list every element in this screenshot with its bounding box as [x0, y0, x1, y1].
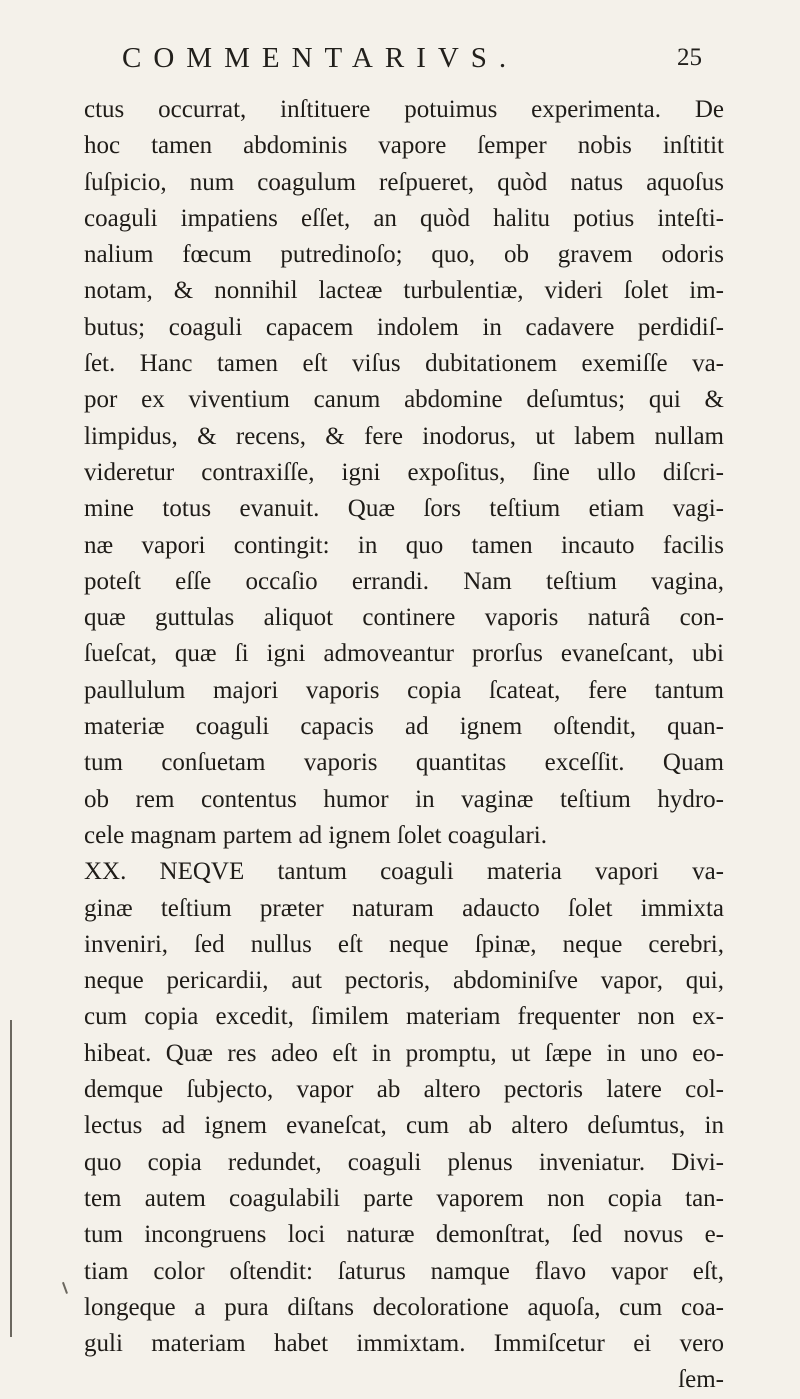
text-line: poteſt eſſe occaſio errandi. Nam teſtium vagina, — [84, 567, 724, 595]
text-line: tiam color oſtendit: ſaturus namque flavo vapor eſt, — [84, 1257, 724, 1285]
text-line: næ vapori contingit: in quo tamen incauto facilis — [84, 531, 724, 559]
text-line: tum conſuetam vaporis quantitas exceſſit. Quam — [84, 749, 724, 777]
page-edge-line — [10, 1020, 12, 1337]
body-text — [84, 92, 724, 1399]
text-line: ſueſcat, quæ ſi igni admoveantur prorſus evaneſcant, ubi — [84, 640, 724, 668]
text-line: demque ſubjecto, vapor ab altero pectoris latere col- — [84, 1076, 724, 1104]
text-line: notam, & nonnihil lacteæ turbulentiæ, videri ſolet im- — [84, 277, 724, 305]
text-line: paullulum majori vaporis copia ſcateat, fere tantum — [84, 676, 724, 704]
running-title: COMMENTARIVS. — [122, 42, 519, 74]
text-line: materiæ coaguli capacis ad ignem oſtendit, quan- — [84, 713, 724, 741]
text-line: videretur contraxiſſe, igni expoſitus, ſine ullo diſcri- — [84, 458, 724, 486]
text-line: quo copia redundet, coaguli plenus inveniatur. Divi- — [84, 1148, 724, 1176]
text-line: longeque a pura diſtans decoloratione aquoſa, cum coa- — [84, 1293, 724, 1321]
text-line: lectus ad ignem evaneſcat, cum ab altero deſumtus, in — [84, 1112, 724, 1140]
text-line: hoc tamen abdominis vapore ſemper nobis inſtitit — [84, 132, 724, 160]
running-head — [122, 36, 702, 80]
text-line: nalium fœcum putredinoſo; quo, ob gravem odoris — [84, 241, 724, 269]
text-line: ctus occurrat, inſtituere potuimus experimenta. De — [84, 96, 724, 123]
text-line: butus; coaguli capacem indolem in cadavere perdidiſ- — [84, 313, 724, 341]
text-line: mine totus evanuit. Quæ ſors teſtium etiam vagi- — [84, 495, 724, 523]
text-line: tum incongruens loci naturæ demonſtrat, ſed novus e- — [84, 1221, 724, 1249]
text-line: coaguli impatiens eſſet, an quòd halitu potius inteſti- — [84, 204, 724, 232]
text-line: hibeat. Quæ res adeo eſt in promptu, ut ſæpe in uno eo- — [84, 1039, 724, 1067]
text-line: XX. NEQVE tantum coaguli materia vapori va- — [84, 858, 724, 886]
text-line: ginæ teſtium præter naturam adaucto ſolet immixta — [84, 894, 724, 922]
text-line: guli materiam habet immixtam. Immiſcetur ei vero — [84, 1330, 724, 1358]
text-line: ob rem contentus humor in vaginæ teſtium hydro- — [84, 785, 724, 813]
text-line: por ex viventium canum abdomine deſumtus; qui & — [84, 386, 724, 414]
text-line: quæ guttulas aliquot continere vaporis naturâ con- — [84, 604, 724, 632]
catchword: ſem- — [678, 1366, 724, 1394]
text-line: tem autem coagulabili parte vaporem non copia tan- — [84, 1184, 724, 1212]
page-number: 25 — [677, 44, 702, 71]
text-line: neque pericardii, aut pectoris, abdominiſve vapor, qui, — [84, 967, 724, 995]
text-line: cum copia excedit, ſimilem materiam frequenter non ex- — [84, 1003, 724, 1031]
text-line: cele magnam partem ad ignem ſolet coagulari. — [84, 821, 548, 849]
text-line: ſuſpicio, num coagulum reſpueret, quòd natus aquoſus — [84, 168, 724, 196]
stray-ink-mark — [62, 1282, 68, 1294]
text-line: inveniri, ſed nullus eſt neque ſpinæ, neque cerebri, — [84, 930, 724, 958]
text-line: limpidus, & recens, & fere inodorus, ut labem nullam — [84, 422, 724, 450]
text-line: ſet. Hanc tamen eſt viſus dubitationem exemiſſe va- — [84, 350, 724, 378]
